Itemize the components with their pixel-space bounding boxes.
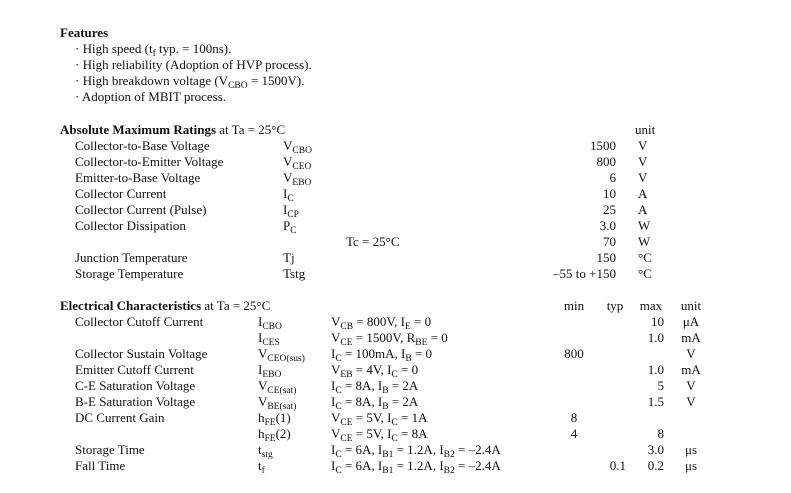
value: 25 [603,202,616,217]
symbol: $V_{EBO}$ [283,170,312,188]
unit-header: unit [680,298,702,313]
unit: °C [638,250,652,265]
typ-header: typ [606,298,624,313]
unit: V [686,394,696,409]
unit: V [686,378,696,393]
abs-max-title [60,122,285,138]
unit: W [638,234,651,249]
condition: $I_C = 8A$, $I_B = 2A$ [331,378,419,396]
value: 3.0 [599,218,616,233]
max-header: max [639,298,663,313]
symbol: $I_{CBO}$ [258,314,282,332]
symbol: Tj [283,250,295,265]
value: 6 [609,170,616,185]
param-label: Collector Dissipation [75,218,186,233]
symbol: Tstg [283,266,306,281]
condition: $V_{CB} = 800V$, $I_E = 0$ [331,314,432,332]
abs-max-title-cond: at Ta = 25°C [216,122,286,137]
param-label: Emitter-to-Base Voltage [75,170,201,185]
unit: μs [684,458,698,473]
max-value: 3.0 [647,442,664,457]
abs-unit-header: unit [635,122,656,137]
param-label: Collector-to-Emitter Voltage [75,154,224,169]
max-value: 10 [651,314,664,329]
symbol: $V_{BE(sat)}$ [258,394,297,412]
unit: V [638,138,648,153]
max-value: 0.2 [647,458,664,473]
max-value: 1.5 [647,394,664,409]
symbol: $I_{CP}$ [283,202,299,220]
condition: $I_C = 8A$, $I_B = 2A$ [331,394,419,412]
elec-title-bold: Electrical Characteristics [60,298,202,313]
value: 800 [596,154,616,169]
unit: W [638,218,651,233]
elec-title-cond: at Ta = 25°C [201,298,271,313]
symbol: $I_C$ [283,186,294,204]
param-label: Collector Sustain Voltage [75,346,208,361]
condition: $V_{CE} = 5V$, $I_C = 8A$ [331,426,428,444]
value: 70 [603,234,616,249]
symbol: $V_{CE(sat)}$ [258,378,297,396]
symbol: $V_{CEO(sus)}$ [258,346,305,364]
symbol: $h_{FE}(1)$ [258,410,291,428]
features-title: Features [60,25,109,40]
unit: A [638,202,648,217]
unit: A [638,186,648,201]
max-value: 8 [657,426,664,441]
max-value: 5 [657,378,664,393]
unit: V [638,170,648,185]
param-label: Emitter Cutoff Current [75,362,194,377]
feature-item: · High breakdown voltage $(V_{CBO} = 1500V)$. [75,73,305,91]
feature-item: · Adoption of MBIT process. [75,89,227,104]
feature-item: · High reliability (Adoption of HVP process). [75,57,312,72]
min-value: 800 [564,346,584,361]
param-label: Collector-to-Base Voltage [75,138,210,153]
symbol: $t_{stg}$ [258,442,273,460]
unit: V [638,154,648,169]
typ-value: 0.1 [609,458,626,473]
symbol: $V_{CEO}$ [283,154,312,172]
param-label: Storage Temperature [75,266,184,281]
condition: $V_{CE} = 1500V$, $R_{BE} = 0$ [331,330,448,348]
symbol: $I_{EBO}$ [258,362,282,380]
unit: V [686,346,696,361]
value: –55 to +150 [553,266,616,281]
param-label: B-E Saturation Voltage [75,394,196,409]
max-value: 1.0 [647,330,664,345]
condition: $I_C = 100mA$, $I_B = 0$ [331,346,433,364]
param-label: Collector Current (Pulse) [75,202,207,217]
symbol: $t_f$ [258,458,265,476]
symbol: $h_{FE}(2)$ [258,426,291,444]
value: 1500 [590,138,616,153]
value: 150 [596,250,616,265]
param-label: Fall Time [75,458,126,473]
max-value: 1.0 [647,362,664,377]
param-label: Collector Current [75,186,167,201]
elec-title [60,298,270,314]
min-header: min [563,298,585,313]
min-value: 4 [570,426,578,441]
symbol: $V_{CBO}$ [283,138,312,156]
value: 10 [603,186,616,201]
param-label: Collector Cutoff Current [75,314,204,329]
condition: $V_{CE} = 5V$, $I_C = 1A$ [331,410,428,428]
param-label: C-E Saturation Voltage [75,378,196,393]
condition: $I_C = 6A$, $I_{B1} = 1.2A$, $I_{B2} = -2.4A$ [331,458,501,476]
param-label: Storage Time [75,442,145,457]
feature-item: · High speed ($t_f$ typ. = 100ns). [75,41,232,59]
condition: $V_{EB} = 4V$, $I_C = 0$ [331,362,419,380]
unit: mA [681,362,701,377]
condition: $I_C = 6A$, $I_{B1} = 1.2A$, $I_{B2} = -2.4A$ [331,442,501,460]
param-label: Junction Temperature [75,250,188,265]
symbol: $I_{CES}$ [258,330,280,348]
unit: μs [684,442,698,457]
unit: mA [681,330,701,345]
unit: μA [682,314,700,329]
min-value: 8 [570,410,578,425]
symbol: $P_C$ [283,218,297,236]
condition: Tc = 25°C [346,234,400,249]
abs-max-title-bold: Absolute Maximum Ratings [60,122,217,137]
unit: °C [638,266,652,281]
param-label: DC Current Gain [75,410,165,425]
